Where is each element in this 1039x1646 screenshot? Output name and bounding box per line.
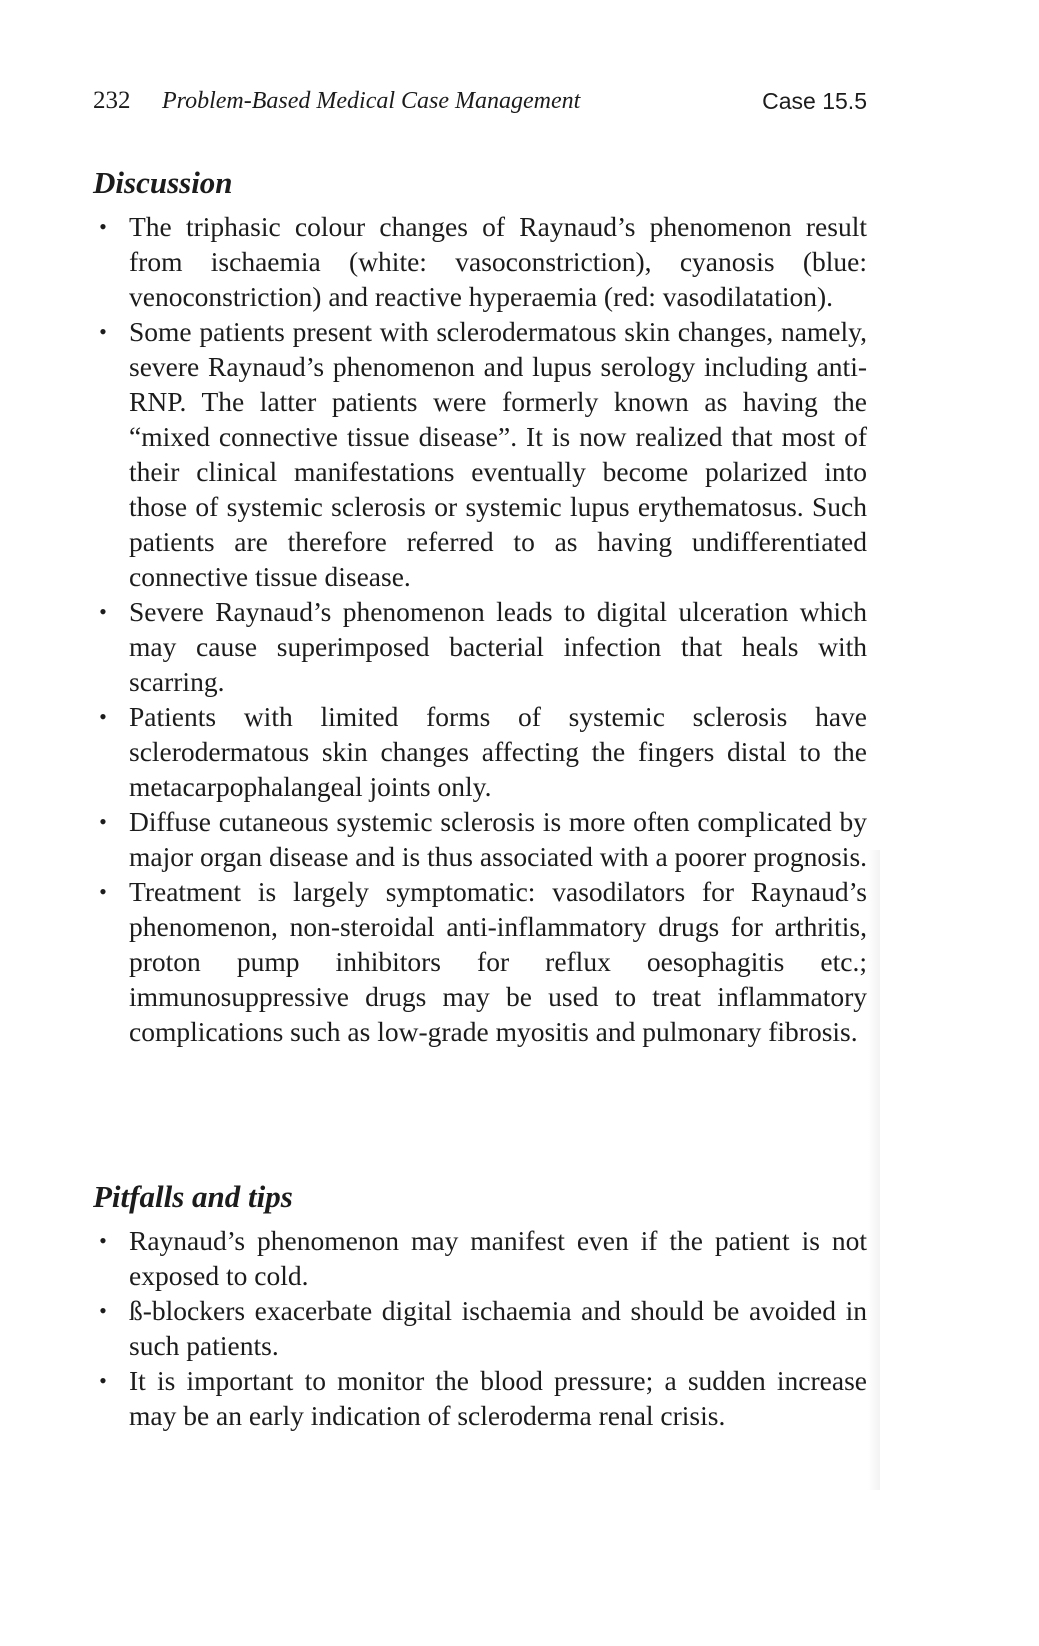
case-label: Case 15.5	[762, 88, 867, 114]
book-title: Problem-Based Medical Case Management	[162, 88, 581, 114]
list-item	[93, 1293, 867, 1363]
list-item	[93, 874, 867, 1049]
discussion-section	[93, 163, 867, 1049]
pitfalls-bullet-list	[93, 1223, 867, 1433]
list-item-text: Raynaud’s phenomenon may manifest even if the patient is not exposed to cold.	[129, 1225, 867, 1291]
running-header	[93, 84, 867, 124]
section-heading-discussion: Discussion	[93, 165, 233, 200]
list-item	[93, 209, 867, 314]
list-item	[93, 594, 867, 699]
list-item	[93, 1223, 867, 1293]
bullet-icon: •	[99, 319, 107, 344]
pitfalls-section	[93, 1177, 867, 1433]
list-item-text: Some patients present with sclerodermatous skin changes, namely, severe Raynaud’s phenomenon and lupus serology including anti-RNP. The latter patients were formerly known as having the “mixed connective tissue disease”. It is now realized that most of their clinical manifestations eventually become polarized into those of systemic sclerosis or systemic lupus erythematosus. Such patients are therefore referred to as having undifferentiated connective tissue disease.	[129, 316, 867, 592]
bullet-icon: •	[99, 214, 107, 239]
bullet-icon: •	[99, 1228, 107, 1253]
list-item	[93, 699, 867, 804]
list-item-text: Diffuse cutaneous systemic sclerosis is more often complicated by major organ disease and is thus associated with a poorer prognosis.	[129, 806, 868, 872]
list-item	[93, 804, 867, 874]
list-item-text: Patients with limited forms of systemic sclerosis have sclerodermatous skin changes affecting the fingers distal to the metacarpophalangeal joints only.	[129, 701, 867, 802]
bullet-icon: •	[99, 1368, 107, 1393]
list-item-text: Treatment is largely symptomatic: vasodilators for Raynaud’s phenomenon, non-steroidal anti-inflammatory drugs for arthritis, proton pump inhibitors for reflux oesophagitis etc.; immunosuppressive drugs may be used to treat inflammatory complications such as low-grade myositis and pulmonary fibrosis.	[129, 876, 867, 1047]
list-item	[93, 1363, 867, 1433]
bullet-icon: •	[99, 1298, 107, 1323]
page-number: 232	[93, 87, 131, 114]
list-item-text: It is important to monitor the blood pressure; a sudden increase may be an early indication of scleroderma renal crisis.	[129, 1365, 867, 1431]
section-heading-pitfalls: Pitfalls and tips	[93, 1179, 293, 1214]
bullet-icon: •	[99, 809, 107, 834]
list-item-text: ß-blockers exacerbate digital ischaemia and should be avoided in such patients.	[129, 1295, 867, 1361]
list-item-text: The triphasic colour changes of Raynaud’s phenomenon result from ischaemia (white: vasoconstriction), cyanosis (blue: venoconstriction) and reactive hyperaemia (red: vasodilatation).	[129, 211, 867, 312]
list-item-text: Severe Raynaud’s phenomenon leads to digital ulceration which may cause superimposed bacterial infection that heals with scarring.	[129, 596, 867, 697]
scan-edge-shadow	[868, 850, 880, 1490]
bullet-icon: •	[99, 704, 107, 729]
list-item	[93, 314, 867, 594]
bullet-icon: •	[99, 599, 107, 624]
discussion-bullet-list	[93, 209, 867, 1049]
bullet-icon: •	[99, 879, 107, 904]
